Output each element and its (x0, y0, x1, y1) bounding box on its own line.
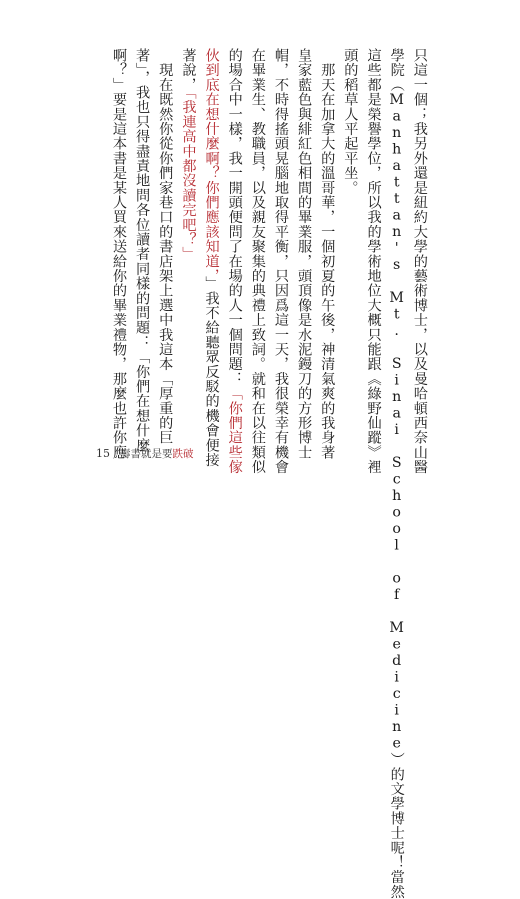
column-text: 只這一個；我另外還是紐約大學的藝術博士，以及曼哈頓西奈山醫 (411, 48, 428, 475)
page-number: 15 (96, 447, 110, 460)
text-column-10 (201, 48, 222, 468)
column-text: 的場合中一樣，我一開頭便問了在場的人一個問題： (226, 48, 243, 387)
column-text: 在畢業生、教職員，以及親友聚集的典禮上致詞。就和在以往類似 (249, 48, 266, 475)
text-column-12 (154, 48, 175, 445)
column-text-highlight: 伙到底在想什麼啊？你們應該知道， (203, 48, 220, 277)
text-column-4 (339, 48, 360, 420)
column-text: 皇家藍色與緋紅色相間的畢業服，頭頂像是水泥鏝刀的方形博士 (296, 48, 313, 460)
column-text-highlight: 「我連高中都沒讀完吧？」 (180, 92, 197, 262)
text-column-2 (386, 48, 407, 899)
column-text-highlight: 「你們這些傢 (226, 386, 243, 475)
column-text: 這些都是榮譽學位，所以我的學術地位大概只能跟《綠野仙蹤》裡 (365, 48, 382, 475)
text-column-5 (316, 48, 337, 460)
column-text: 頭的稻草人平起平坐。 (342, 48, 359, 195)
column-text: 」我不給聽眾反駁的機會便接 (203, 276, 220, 468)
text-column-13 (131, 48, 152, 453)
running-title (120, 446, 194, 461)
running-title-plain: 壽書就是要 (120, 448, 173, 460)
text-column-3 (363, 48, 384, 475)
text-column-7 (270, 48, 291, 475)
running-title-highlight: 跌破 (172, 448, 194, 460)
text-column-8 (247, 48, 268, 475)
column-text: 啊？」要是這本書是某人買來送給你的畢業禮物，那麼也許你應 (111, 48, 127, 460)
text-column-1 (409, 48, 430, 475)
column-text: 著說， (180, 48, 197, 93)
column-text: 學院（Manhattan's Mt. Sinai School of Medicine）的文學博士呢！當然 (388, 48, 405, 899)
column-text: 帽，不時得搖頭晃腦地取得平衡，只因爲這一天，我很榮幸有機會 (272, 48, 289, 475)
column-text: 那天在加拿大的溫哥華，一個初夏的午後，神清氣爽的我身著 (319, 48, 336, 460)
column-text: 現在既然你從你們家巷口的書店架上選中我這本「厚重的巨 (157, 48, 174, 445)
column-text: 著」，我也只得盡責地問各位讀者同樣的問題：「你們在想什麼 (134, 48, 151, 453)
text-column-6 (293, 48, 314, 460)
text-column-11 (177, 48, 198, 420)
text-column-9 (224, 48, 245, 475)
text-column-14 (108, 48, 129, 460)
page-footer (96, 446, 194, 461)
